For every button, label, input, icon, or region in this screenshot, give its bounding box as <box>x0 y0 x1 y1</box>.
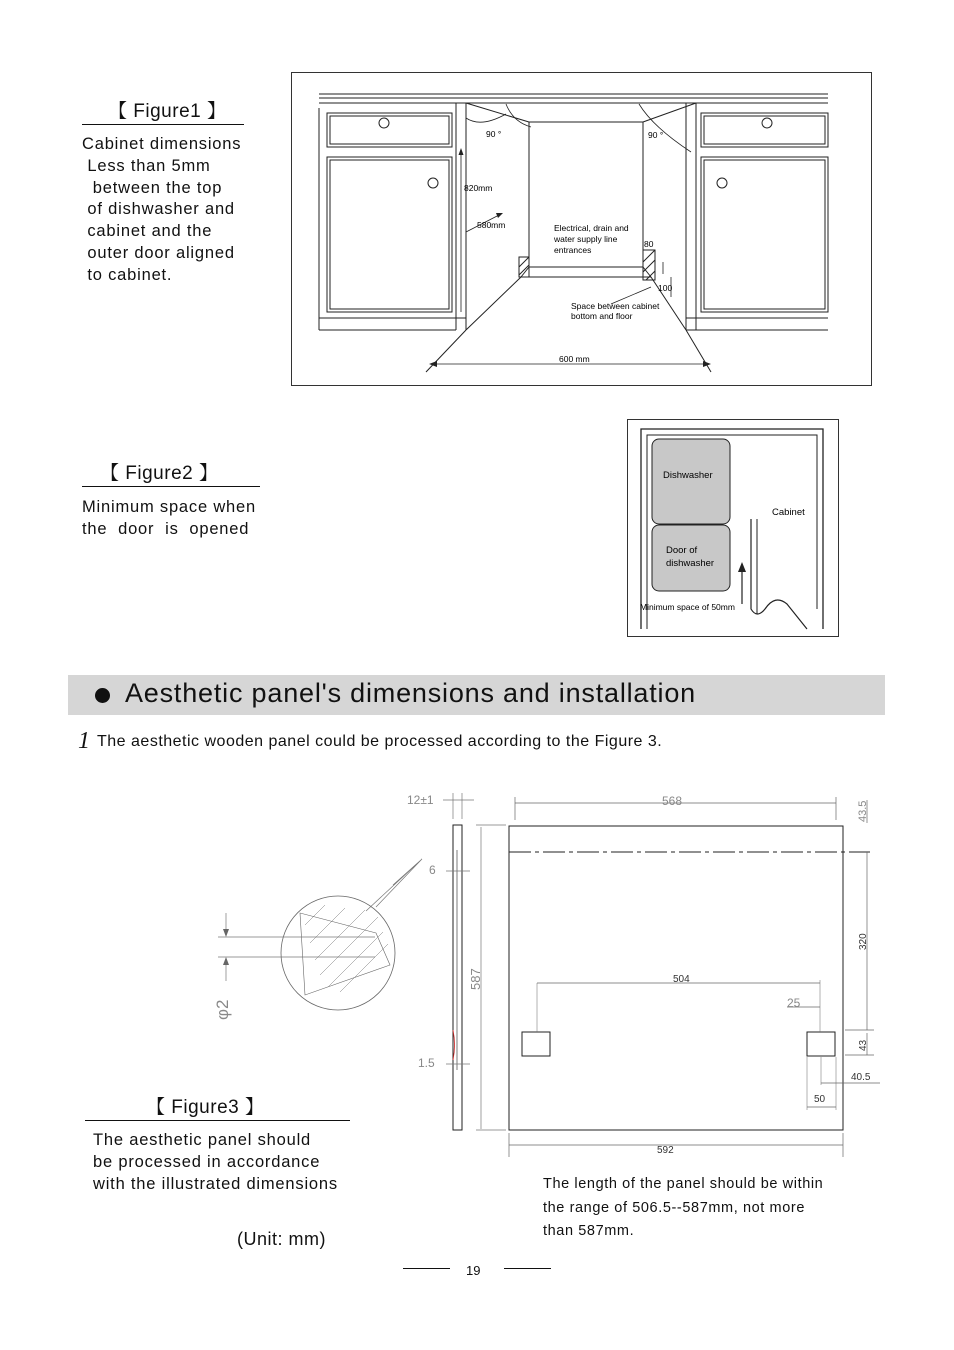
figure1-cabinet-diagram <box>291 72 872 387</box>
figure3-panel-diagram <box>200 785 890 1165</box>
figure1-title-underline <box>82 124 244 125</box>
figure1-caption: Cabinet dimensions Less than 5mm between the top of dishwasher and cabinet and the outer door aligned to cabinet. <box>82 135 242 284</box>
dim-12-label: 12±1 <box>407 793 434 807</box>
step-number: 1 <box>78 728 90 754</box>
section-title: Aesthetic panel's dimensions and installation <box>125 678 696 708</box>
height-820-label: 820mm <box>464 183 493 193</box>
depth-580-label: 580mm <box>477 220 506 230</box>
dim-80-label: 80 <box>644 239 654 249</box>
section-header-bar <box>68 675 885 715</box>
phi2-label: φ2 <box>213 999 232 1020</box>
door-label-2: dishwasher <box>666 558 715 569</box>
door-label-1: Door of <box>666 545 698 556</box>
figure3-title-underline <box>85 1120 350 1121</box>
figure3-caption: The aesthetic panel should be processed in accordance with the illustrated dimensions <box>93 1131 338 1193</box>
width-600-label: 600 mm <box>559 354 590 364</box>
step-text: The aesthetic wooden panel could be processed according to the Figure 3. <box>97 733 663 750</box>
page-number: 19 <box>466 1263 481 1278</box>
unit-label: (Unit: mm) <box>237 1229 326 1249</box>
dim-43-5-label: 43.5 <box>857 800 869 822</box>
panel-side-view <box>443 793 506 1130</box>
entrances-label-3: entrances <box>554 245 592 255</box>
dim-15-label: 1.5 <box>418 1056 435 1070</box>
figure3-title: 【 Figure3 】 <box>146 1097 265 1118</box>
dim-320-label: 320 <box>858 933 869 950</box>
figure2-door-diagram <box>627 419 839 638</box>
dim-43-label: 43 <box>858 1039 869 1051</box>
figure2-caption: Minimum space when the door is opened <box>82 498 256 538</box>
dim-50-label: 50 <box>814 1094 826 1105</box>
figure1-title: 【 Figure1 】 <box>108 101 227 122</box>
dishwasher-label: Dishwasher <box>663 470 713 481</box>
panel-length-note: The length of the panel should be within the range of 506.5--587mm, not more than 587mm. <box>543 1176 824 1239</box>
cabinet-label: Cabinet <box>772 507 805 518</box>
detail-callout <box>218 859 422 1010</box>
dim-587-label: 587 <box>468 968 483 990</box>
space-label-1: Space between cabinet <box>571 301 660 311</box>
dim-6-label: 6 <box>429 863 436 877</box>
entrances-label-2: water supply line <box>554 234 618 244</box>
figure2-title: 【 Figure2 】 <box>100 463 219 484</box>
dim-25-label: 25 <box>787 996 801 1010</box>
angle-right-label: 90 ° <box>648 130 664 140</box>
space-label-2: bottom and floor <box>571 311 633 321</box>
page-number-rule-left <box>403 1268 450 1269</box>
bullet-icon <box>95 688 110 703</box>
dim-40-5-label: 40.5 <box>851 1072 871 1083</box>
angle-left-label: 90 ° <box>486 129 502 139</box>
page-number-rule-right <box>504 1268 551 1269</box>
dim-568-label: 568 <box>662 794 683 808</box>
entrances-label-1: Electrical, drain and <box>554 223 629 233</box>
min-space-label: Minimum space of 50mm <box>640 602 735 612</box>
dim-504-label: 504 <box>673 974 690 985</box>
dim-100-label: 100 <box>658 283 673 293</box>
dim-592-label: 592 <box>657 1145 674 1156</box>
figure2-title-underline <box>82 486 260 487</box>
